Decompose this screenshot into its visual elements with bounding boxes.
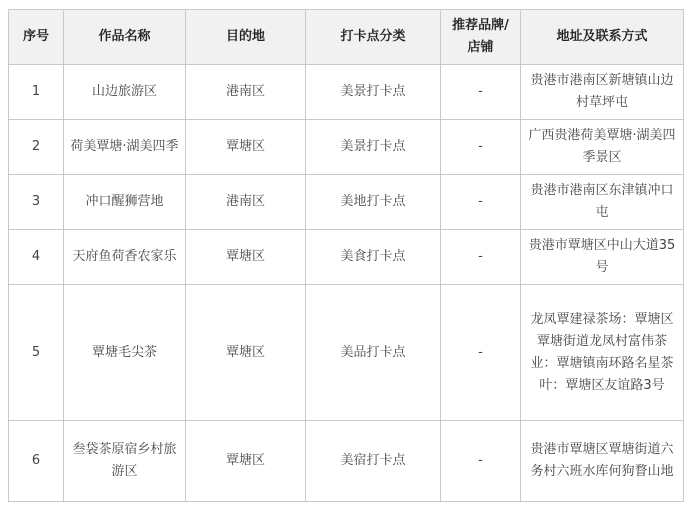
table-row <box>9 120 684 175</box>
cell-name: 冲口醒狮营地 <box>64 175 186 230</box>
cell-name: 山边旅游区 <box>64 65 186 120</box>
header-dest: 目的地 <box>186 10 306 65</box>
cell-brand: - <box>441 65 521 120</box>
cell-dest: 港南区 <box>186 175 306 230</box>
header-name: 作品名称 <box>64 10 186 65</box>
cell-dest: 覃塘区 <box>186 285 306 421</box>
cell-name: 叁袋茶原宿乡村旅游区 <box>64 421 186 502</box>
header-brand: 推荐品牌/店铺 <box>441 10 521 65</box>
cell-category: 美品打卡点 <box>306 285 441 421</box>
header-address: 地址及联系方式 <box>521 10 684 65</box>
cell-dest: 覃塘区 <box>186 421 306 502</box>
cell-address: 贵港市港南区新塘镇山边村草坪屯 <box>521 65 684 120</box>
table-row <box>9 421 684 502</box>
cell-no: 2 <box>9 120 64 175</box>
cell-dest: 港南区 <box>186 65 306 120</box>
cell-brand: - <box>441 175 521 230</box>
cell-brand: - <box>441 285 521 421</box>
cell-name: 荷美覃塘·湖美四季 <box>64 120 186 175</box>
cell-category: 美地打卡点 <box>306 175 441 230</box>
cell-category: 美景打卡点 <box>306 120 441 175</box>
table-row <box>9 230 684 285</box>
cell-address: 广西贵港荷美覃塘·湖美四季景区 <box>521 120 684 175</box>
table-row <box>9 175 684 230</box>
cell-brand: - <box>441 120 521 175</box>
cell-name: 覃塘毛尖茶 <box>64 285 186 421</box>
cell-brand: - <box>441 230 521 285</box>
table-row <box>9 65 684 120</box>
table-row <box>9 285 684 421</box>
cell-category: 美食打卡点 <box>306 230 441 285</box>
checkin-table <box>8 9 684 502</box>
cell-no: 4 <box>9 230 64 285</box>
cell-address: 贵港市覃塘区覃塘街道六务村六班水库何狗瞀山地 <box>521 421 684 502</box>
cell-dest: 覃塘区 <box>186 230 306 285</box>
cell-no: 1 <box>9 65 64 120</box>
cell-address: 龙凤覃建禄茶场：覃塘区覃塘街道龙凤村富伟茶业：覃塘镇南环路名星茶叶：覃塘区友谊路3号 <box>521 285 684 421</box>
cell-no: 6 <box>9 421 64 502</box>
cell-no: 5 <box>9 285 64 421</box>
cell-brand: - <box>441 421 521 502</box>
cell-no: 3 <box>9 175 64 230</box>
header-category: 打卡点分类 <box>306 10 441 65</box>
table-header-row <box>9 10 684 65</box>
header-no: 序号 <box>9 10 64 65</box>
cell-address: 贵港市港南区东津镇冲口屯 <box>521 175 684 230</box>
cell-name: 天府鱼荷香农家乐 <box>64 230 186 285</box>
cell-address: 贵港市覃塘区中山大道35号 <box>521 230 684 285</box>
cell-category: 美景打卡点 <box>306 65 441 120</box>
cell-category: 美宿打卡点 <box>306 421 441 502</box>
cell-dest: 覃塘区 <box>186 120 306 175</box>
